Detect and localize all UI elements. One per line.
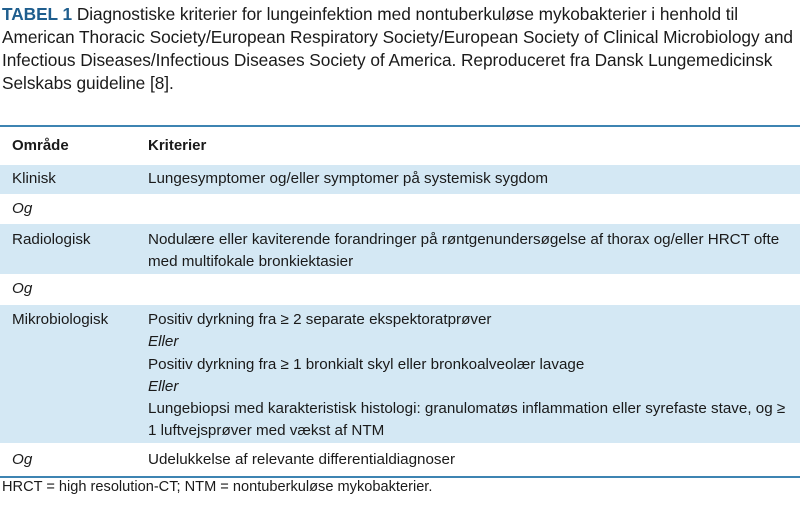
table-row — [0, 194, 800, 223]
row-area: Og — [12, 280, 33, 298]
table-footnote: HRCT = high resolution-CT; NTM = nontuberkuløse mykobakterier. — [2, 479, 433, 495]
table-label: TABEL 1 — [2, 4, 73, 24]
row-criteria: Lungesymptomer og/eller symptomer på systemisk sygdom — [148, 170, 549, 188]
table-caption — [2, 3, 798, 95]
header-area: Område — [12, 137, 69, 154]
criteria-connector: Eller — [148, 377, 179, 395]
table-row — [0, 304, 800, 443]
table-caption-text: Diagnostiske kriterier for lungeinfektion med nontuberkuløse mykobakterier i henhold til American Thoracic Society/European Respiratory Society/European Society of Clinical Microbiology and Infectious Diseases/Infectious Diseases Society of America. Reproduceret fra Dansk Lungemedicinsk Selskabs guideline [8]. — [2, 4, 793, 93]
row-area: Og — [12, 199, 33, 217]
criteria-line: Lungebiopsi med karakteristisk histologi: granulomatøs inflammation eller syrefaste stave, og ≥ 1 luftvejsprøver med vækst af NTM — [148, 400, 786, 440]
table-row — [0, 443, 800, 476]
row-criteria — [148, 309, 800, 443]
row-criteria: Udelukkelse af relevante differentialdiagnoser — [148, 450, 456, 468]
row-area: Radiologisk — [12, 231, 91, 248]
table-header-row — [0, 125, 800, 164]
header-criteria: Kriterier — [148, 137, 207, 154]
table-row — [0, 274, 800, 304]
criteria-line: Positiv dyrkning fra ≥ 1 bronkialt skyl eller bronkoalveolær lavage — [148, 355, 585, 373]
row-area: Mikrobiologisk — [12, 311, 109, 328]
row-area: Klinisk — [12, 170, 56, 188]
criteria-connector: Eller — [148, 333, 179, 351]
row-area: Og — [12, 450, 33, 468]
criteria-line: Positiv dyrkning fra ≥ 2 separate ekspektoratprøver — [148, 311, 492, 328]
table-row — [0, 164, 800, 194]
criteria-table — [0, 125, 800, 478]
table-row — [0, 223, 800, 274]
row-criteria: Nodulære eller kaviterende forandringer på røntgenundersøgelse af thorax og/eller HRCT ofte med multifokale bronkiektasier — [148, 231, 780, 271]
